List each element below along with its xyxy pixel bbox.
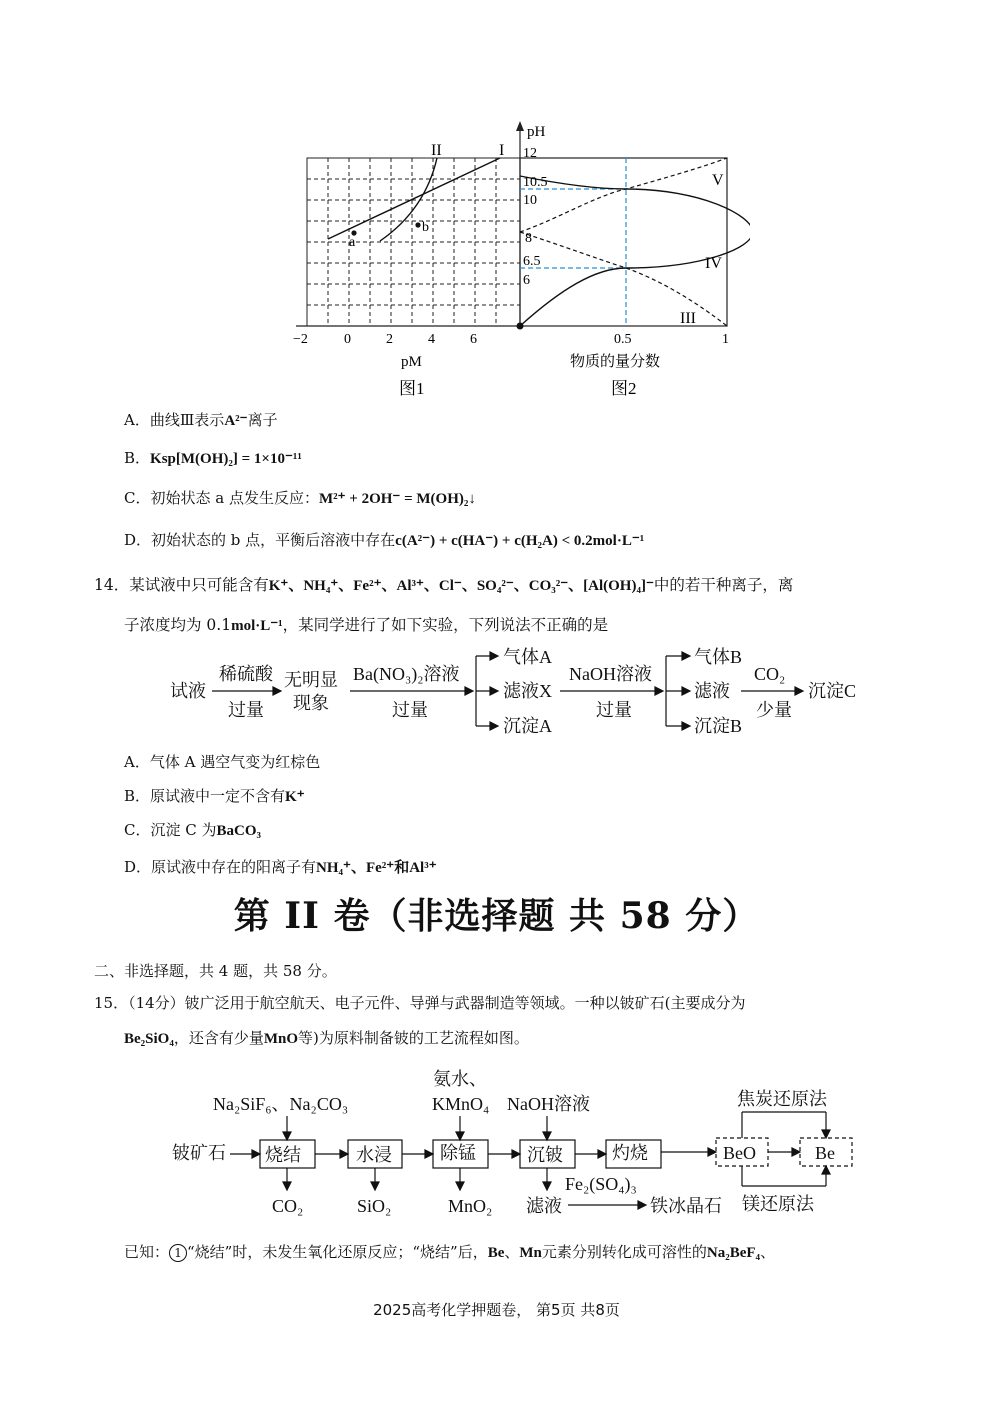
stem-text: 某试液中只可能含有 xyxy=(129,576,269,594)
fig1-grid xyxy=(307,158,520,326)
option-text: 曲线Ⅲ表示 xyxy=(149,411,225,429)
flow-branch1-precip: 沉淀A xyxy=(503,716,552,736)
formula: Mn xyxy=(519,1245,542,1261)
reagent-4: NaOH溶液 xyxy=(507,1094,590,1114)
stem-text: 中的若干种离子，离 xyxy=(653,576,794,594)
flow-branch2-filtrate: 滤液 xyxy=(694,681,730,701)
flow-step1: 无明显 xyxy=(284,670,338,690)
fig1-curve-II-label: II xyxy=(431,142,442,159)
stem-text: ，还含有少量 xyxy=(173,1029,264,1047)
formula: MnO xyxy=(263,1031,299,1047)
option-text: 沉淀 C 为 xyxy=(150,821,217,839)
flow-arrow1-top: 稀硫酸 xyxy=(219,664,273,684)
q13-option-b[interactable] xyxy=(124,447,302,468)
byproduct-mno2: MnO₂ xyxy=(448,1196,493,1216)
fig1-caption: 图1 xyxy=(399,379,425,398)
flow-end: 沉淀C xyxy=(808,681,857,701)
fig2-curve-III-label: III xyxy=(680,310,696,327)
fig1-tick: 2 xyxy=(386,332,393,347)
option-formula: c(A²⁻) + c(HA⁻) + c(H₂A) < 0.2mol·L⁻¹ xyxy=(395,533,645,549)
q13-option-c[interactable] xyxy=(124,487,476,508)
question-number: 15． xyxy=(94,994,129,1012)
fig2-curve-V xyxy=(520,158,727,232)
q14-option-b[interactable] xyxy=(124,785,305,806)
option-text: 初始状态的 b 点，平衡后溶液中存在 xyxy=(151,531,396,549)
step-calcine: 灼烧 xyxy=(612,1143,648,1163)
fig2-y-tick: 6.5 xyxy=(523,254,541,269)
route-bottom: 镁还原法 xyxy=(742,1194,814,1214)
option-text: 气体 A 遇空气变为红棕色 xyxy=(149,753,321,771)
fig1-tick: 0 xyxy=(344,332,351,347)
q14-stem-line2 xyxy=(124,613,608,635)
formula: Be₂SiO₄ xyxy=(124,1031,174,1047)
fig2-y-tick: 12 xyxy=(523,146,537,161)
fig1-curve-I-label: I xyxy=(499,142,505,159)
flow-arrow4-bottom: 少量 xyxy=(756,700,792,720)
option-letter: C． xyxy=(124,821,151,839)
stem-text: （14分）铍广泛用于航空航天、电子元件、导弹与武器制造等领域。一种以铍矿石(主要成分为 xyxy=(128,994,746,1012)
option-formula: Ksp[M(OH)₂] = 1×10⁻¹¹ xyxy=(150,451,302,467)
option-text: 离子 xyxy=(247,411,278,429)
step-sinter: 烧结 xyxy=(265,1145,301,1165)
option-letter: D． xyxy=(124,531,152,549)
fig1-point-a-label: a xyxy=(349,235,356,250)
flow-arrow1-bottom: 过量 xyxy=(228,700,264,720)
reagent-3: KMnO₄ xyxy=(432,1094,490,1114)
option-letter: B． xyxy=(124,787,151,805)
final-be: Be xyxy=(815,1143,835,1163)
separator: 、 xyxy=(504,1243,520,1261)
unit: mol·L⁻¹ xyxy=(231,618,283,634)
fig1-point-b xyxy=(415,222,420,227)
q15-process-flow xyxy=(160,1062,860,1227)
fig1-tick: 6 xyxy=(470,332,477,347)
option-text: 原试液中一定不含有 xyxy=(150,787,286,805)
q14-option-d[interactable] xyxy=(124,856,437,877)
formula: Na₂BeF₄ xyxy=(706,1245,761,1261)
q15-stem-line1 xyxy=(94,992,746,1013)
flow-arrow4-top: CO₂ xyxy=(754,664,786,684)
q15-known-line xyxy=(124,1241,775,1262)
option-formula: M²⁺ + 2OH⁻ = M(OH)₂↓ xyxy=(318,491,476,507)
step-leach: 水浸 xyxy=(356,1145,392,1165)
figure-1-2 xyxy=(280,115,750,405)
option-letter: C． xyxy=(124,489,151,507)
known-text: “烧结”时，未发生氧化还原反应；“烧结”后， xyxy=(187,1243,488,1261)
fig2-y-tick: 6 xyxy=(523,273,530,288)
reagent-1: Na₂SiF₆、Na₂CO₃ xyxy=(213,1094,349,1114)
option-formula: A²⁻ xyxy=(224,413,248,429)
fig2-origin-dot xyxy=(517,323,524,330)
stem-text: 等)为原料制备铍的工艺流程如图。 xyxy=(298,1029,529,1047)
flow-branch1-filtrate: 滤液X xyxy=(503,681,552,701)
q14-stem-line1 xyxy=(94,573,793,595)
flow-arrow2-bottom: 过量 xyxy=(392,700,428,720)
fig1-x-label: pM xyxy=(401,354,422,370)
side-reagent: Fe₂(SO₄)₃ xyxy=(565,1174,637,1194)
formula: Be xyxy=(487,1245,505,1261)
step-mn-removal: 除锰 xyxy=(440,1143,476,1163)
flow-arrow3-bottom: 过量 xyxy=(596,700,632,720)
circled-digit: 1 xyxy=(174,1246,182,1260)
fig2-y-label: pH xyxy=(527,124,546,140)
fig1-curve-I xyxy=(328,158,500,239)
known-text: 元素分别转化成可溶性的 xyxy=(541,1243,707,1261)
flow-step1b: 现象 xyxy=(293,693,329,713)
stem-text: ，某同学进行了如下实验，下列说法不正确的是 xyxy=(282,616,609,634)
reagent-2: 氨水、 xyxy=(433,1069,487,1089)
byproduct-filtrate: 滤液 xyxy=(526,1196,562,1216)
flow-branch2-precip: 沉淀B xyxy=(694,716,743,736)
fig2-y-tick: 10 xyxy=(523,193,537,208)
fig2-x-label: 物质的量分数 xyxy=(570,354,661,370)
byproduct-sio2: SiO₂ xyxy=(357,1196,392,1216)
fig1-tick: −2 xyxy=(293,332,308,347)
question-number: 14． xyxy=(94,576,130,594)
q14-option-a[interactable] xyxy=(124,751,320,772)
fig2-caption: 图2 xyxy=(611,379,637,398)
q13-option-d[interactable] xyxy=(124,529,644,550)
fig2-x-tick: 0.5 xyxy=(614,332,632,347)
flow-arrow3-top: NaOH溶液 xyxy=(569,664,652,684)
option-letter: A． xyxy=(124,753,150,771)
side-product: 铁冰晶石 xyxy=(650,1196,722,1216)
option-letter: B． xyxy=(124,449,151,467)
flow-arrow2-top: Ba(NO₃)₂溶液 xyxy=(353,664,460,684)
page-footer: 2025高考化学押题卷， 第5页 共8页 xyxy=(373,1301,620,1319)
step-be-precip: 沉铍 xyxy=(527,1145,563,1165)
fig2-y-arrow xyxy=(516,121,524,131)
flow-branch1-gas: 气体A xyxy=(503,647,552,667)
fig2-y-tick: 10.5 xyxy=(523,175,548,190)
option-text: 原试液中存在的阳离子有 xyxy=(151,858,317,876)
fig1-tick: 4 xyxy=(428,332,435,347)
fig2-curve-V-label: V xyxy=(712,172,724,189)
fig2-curve-IV-label: IV xyxy=(705,255,722,272)
known-label: 已知： xyxy=(124,1243,170,1261)
option-formula: BaCO₃ xyxy=(216,823,262,839)
q13-option-a[interactable] xyxy=(124,409,278,430)
option-letter: A． xyxy=(124,411,150,429)
fig2-y-tick: 8 xyxy=(525,231,532,246)
option-text: 初始状态 a 点发生反应： xyxy=(150,489,319,507)
circled-number xyxy=(169,1244,187,1262)
fig1-point-b-label: b xyxy=(422,220,429,235)
intermediate-beo: BeO xyxy=(723,1143,756,1163)
separator: 、 xyxy=(760,1243,776,1261)
option-formula: K⁺ xyxy=(285,789,305,805)
q15-stem-line2 xyxy=(124,1027,529,1048)
section-2-instruction: 二、非选择题，共 4 题，共 58 分。 xyxy=(94,962,337,980)
ion-list: K⁺、NH₄⁺、Fe²⁺、Al³⁺、Cl⁻、SO₄²⁻、CO₃²⁻、[Al(OH)₄]⁻ xyxy=(268,578,654,594)
stem-text: 子浓度均为 0.1 xyxy=(124,616,232,634)
route-top: 焦炭还原法 xyxy=(737,1089,827,1109)
fig2-curve-IV xyxy=(520,176,750,326)
option-formula: NH₄⁺、Fe²⁺和Al³⁺ xyxy=(316,860,437,876)
q14-option-c[interactable] xyxy=(124,819,261,840)
section-2-title: 第 II 卷（非选择题 共 58 分） xyxy=(233,895,760,937)
flow-branch2-gas: 气体B xyxy=(694,647,743,667)
byproduct-co2: CO₂ xyxy=(272,1196,304,1216)
option-letter: D． xyxy=(124,858,152,876)
flow-start: 铍矿石 xyxy=(172,1143,226,1163)
flow-start: 试液 xyxy=(170,681,206,701)
q14-flow-diagram xyxy=(160,640,880,745)
fig2-x-tick: 1 xyxy=(722,332,729,347)
